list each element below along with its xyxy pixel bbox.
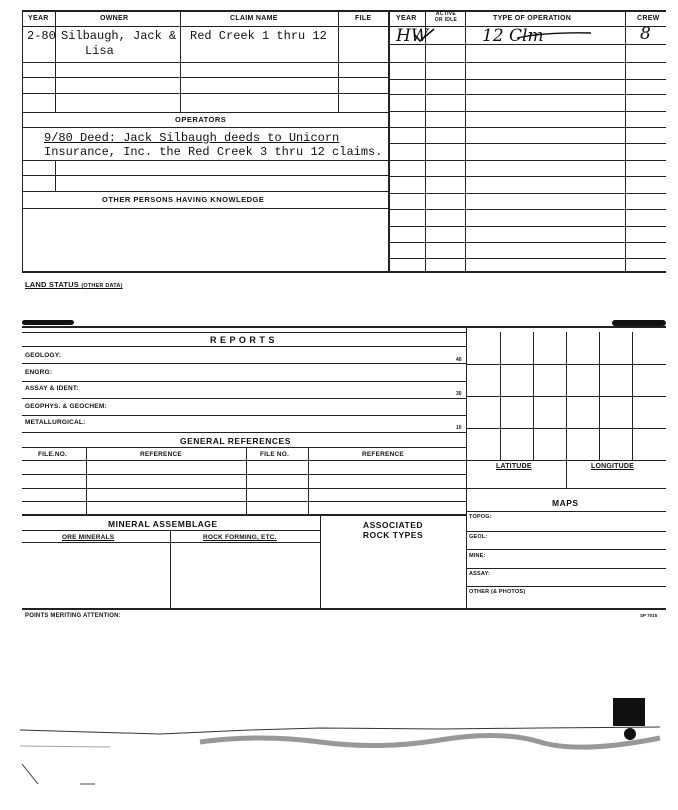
- associated-rock-types: [320, 520, 466, 540]
- general-references-title: GENERAL REFERENCES: [180, 436, 291, 446]
- land-status-sub: (OTHER DATA): [81, 283, 123, 289]
- reports-title: R E P O R T S: [210, 335, 275, 345]
- handwritten-operation: 12 Clm: [482, 26, 544, 46]
- report-row-metallurgical: METALLURGICAL:: [25, 419, 86, 426]
- report-row-geology: GEOLOGY:: [25, 352, 62, 359]
- latitude-label: LATITUDE: [496, 463, 532, 470]
- handwritten-year: HW: [396, 26, 429, 46]
- header-owner: OWNER: [100, 15, 129, 22]
- handwritten-crew: 8: [640, 24, 651, 44]
- col-file-no-2: FILE NO.: [260, 451, 290, 458]
- header-crew: CREW: [637, 15, 660, 22]
- operators-line1: 9/80 Deed: Jack Silbaugh deeds to Unicorn: [44, 131, 340, 145]
- operators-line2: Insurance, Inc. the Red Creek 3 thru 12 claims.: [44, 145, 383, 159]
- header-active-or-idle: [428, 11, 464, 23]
- header-file: FILE: [355, 15, 372, 22]
- header-claim-name: CLAIM NAME: [230, 15, 278, 22]
- report-row-engrg: ENGRG:: [25, 369, 53, 376]
- header-type-of-operation: TYPE OF OPERATION: [493, 15, 572, 22]
- maps-row-geol: GEOL:: [469, 534, 488, 540]
- report-num-40: 40: [456, 357, 462, 363]
- entry-owner-line2: Lisa: [85, 44, 114, 58]
- header-active-line1: ACTIVE: [435, 11, 457, 17]
- smudge-mark-left: [22, 320, 74, 325]
- underline-stroke-icon: [515, 28, 595, 42]
- associated-line2: ROCK TYPES: [362, 530, 424, 540]
- report-num-10: 10: [456, 425, 462, 431]
- ore-minerals-label: ORE MINERALS: [62, 534, 115, 541]
- associated-line1: ASSOCIATED: [362, 520, 424, 530]
- maps-row-assay: ASSAY:: [469, 571, 491, 577]
- report-row-geophys: GEOPHYS. & GEOCHEM:: [25, 403, 107, 410]
- col-reference-2: REFERENCE: [362, 451, 404, 458]
- maps-title: MAPS: [552, 498, 579, 508]
- mineral-assemblage-title: MINERAL ASSEMBLAGE: [108, 519, 218, 529]
- form-number: SP 7015: [640, 613, 658, 618]
- entry-year: 2-80: [27, 29, 56, 43]
- maps-row-topog: TOPOG:: [469, 514, 492, 520]
- maps-row-other: OTHER (& PHOTOS): [469, 589, 526, 595]
- col-file-no-1: FILE.NO.: [38, 451, 68, 458]
- points-meriting-attention: POINTS MERITING ATTENTION:: [25, 613, 121, 619]
- header-active-line2: OR IDLE: [434, 17, 458, 23]
- longitude-label: LONGITUDE: [591, 463, 635, 470]
- entry-claim-name: Red Creek 1 thru 12: [190, 29, 327, 43]
- rock-forming-label: ROCK FORMING, ETC.: [203, 534, 277, 541]
- land-status-main: LAND STATUS: [25, 280, 80, 289]
- report-row-assay: ASSAY & IDENT:: [25, 385, 79, 392]
- scan-stray-marks: [20, 760, 240, 800]
- land-status-label: [25, 280, 123, 289]
- check-mark-icon: [413, 27, 437, 43]
- maps-row-mine: MINE:: [469, 553, 486, 559]
- scan-noise-strip: [20, 720, 670, 760]
- entry-owner-line1: Silbaugh, Jack &: [61, 29, 177, 43]
- operators-title: OPERATORS: [175, 115, 227, 124]
- col-reference-1: REFERENCE: [140, 451, 182, 458]
- header-year-2: YEAR: [396, 15, 417, 22]
- report-num-30: 30: [456, 391, 462, 397]
- other-persons-title: OTHER PERSONS HAVING KNOWLEDGE: [102, 195, 265, 204]
- header-year: YEAR: [28, 15, 49, 22]
